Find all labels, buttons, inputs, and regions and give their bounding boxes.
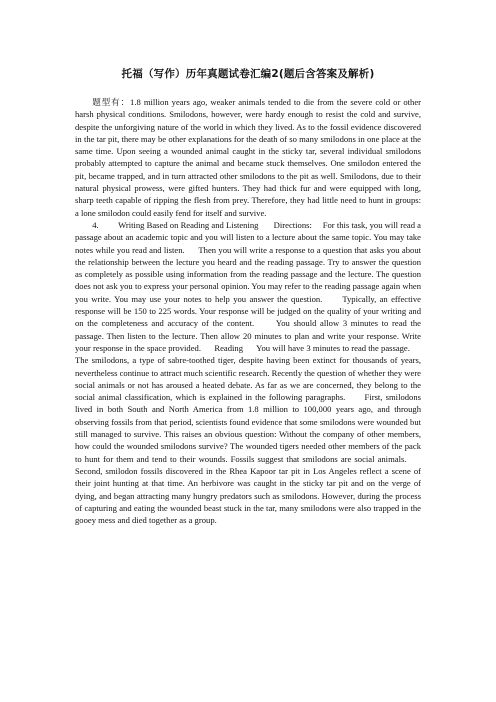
document-body bbox=[75, 96, 421, 526]
document-title: 托福（写作）历年真题试卷汇编2(题后含答案及解析) bbox=[121, 68, 375, 80]
paragraph-1: 题型有：1.8 million years ago, weaker animals tended to die from the severe cold or other harsh physical conditions. Smilodons, however, were hardy enough to resist the cold and survive, despite the unforgiving nature of the world in which they lived. As to the fossil evidence discovered in the tar pit, there may be other explanations for the death of so many smilodons in one place at the same time. Upon seeing a wounded animal caught in the sticky tar, several individual smilodons probably attempted to capture the animal and became stuck themselves. One smilodon entered the pit, became trapped, and in turn attracted other smilodons to the pit as well. Smilodons, due to their natural physical prowess, were gifted hunters. They had thick fur and were equipped with long, sharp teeth capable of ripping the flesh from prey. Therefore, they had little need to hunt in groups: a lone smilodon could easily fend for itself and survive. bbox=[75, 97, 421, 218]
paragraph-2: 4. Writing Based on Reading and Listening Directions: For this task, you will read a passage about an academic topic and you will listen to a lecture about the same topic. You may take notes while you read and listen. Then you will write a response to a question that asks you about the relationship between the lecture you heard and the reading passage. Try to answer the question as completely as possible using information from the reading passage and the lecture. The question does not ask you to express your personal opinion. You may refer to the reading passage again when you write. You may use your notes to help you answer the question. Typically, an effective response will be 150 to 225 words. Your response will be judged on the quality of your writing and on the completeness and accuracy of the content. You should allow 3 minutes to read the passage. Then listen to the lecture. Then allow 20 minutes to plan and write your response. Write your response in the space provided. Reading You will have 3 minutes to read the passage. The smilodons, a type of sabre-toothed tiger, despite having been extinct for thousands of years, nevertheless continue to attract much scientific research. Recently the question of whether they were social animals or not has aroused a heated debate. As far as we are concerned, they belong to the social animal classification, which is explained in the following paragraphs. First, smilodons lived in both South and North America from 1.8 million to 100,000 years ago, and through observing fossils from that period, scientists found evidence that some smilodons were wounded but still managed to survive. This raises an obvious question: Without the company of other members, how could the wounded smilodons survive? The wounded tigers needed other members of the pack to hunt for them and tend to their wounds. Fossils suggest that smilodons are social animals. Second, smilodon fossils discovered in the Rhea Kapoor tar pit in Los Angeles reflect a scene of their joint hunting at that time. An herbivore was caught in the sticky tar pit and on the verge of dying, and began attracting many hungry predators such as smilodons. However, during the process of capturing and eating the wounded beast stuck in the tar, many smilodons were also trapped in the gooey mess and died together as a group. bbox=[75, 219, 421, 526]
